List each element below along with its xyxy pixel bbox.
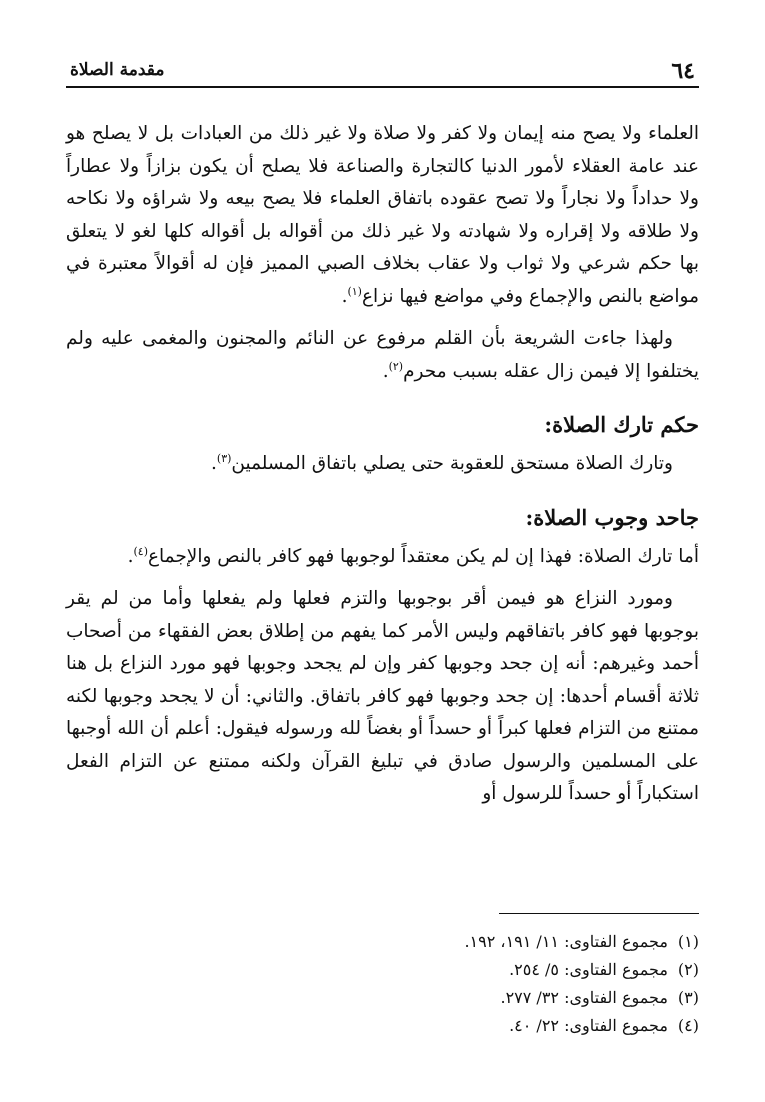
footnote-ref-4: (٤): [133, 544, 148, 558]
running-title: مقدمة الصلاة: [70, 60, 165, 80]
footnote-divider: [499, 913, 699, 914]
footnote-item: (١) مجموع الفتاوى: ١١/ ١٩١، ١٩٢.: [464, 932, 699, 951]
footnotes-list: [66, 928, 699, 1040]
footnote-item: (٣) مجموع الفتاوى: ٣٢/ ٢٧٧.: [500, 988, 699, 1007]
paragraph-denier: أما تارك الصلاة: فهذا إن لم يكن معتقداً لوجوبها فهو كافر بالنص والإجماع$^{(٤)}$.: [127, 544, 699, 567]
footnote-item: (٤) مجموع الفتاوى: ٢٢/ ٤٠.: [509, 1016, 699, 1035]
paragraph-intellect: العلماء ولا يصح منه إيمان ولا كفر ولا صلاة ولا غير ذلك من العبادات بل لا يصلح هو عند عامة العقلاء لأمور الدنيا كالتجارة والصناعة فلا يصلح أن يكون بزازاً ولا عطاراً ولا حداداً ولا نجاراً ولا تصح عقوده باتفاق العلماء فلا يصح بيعه ولا شراؤه ولا نكاحه ولا طلاقه ولا إقراره ولا شهادته ولا غير ذلك من أقواله بل أقواله كلها لغو لا يتعلق بها حكم شرعي ولا ثواب ولا عقاب بخلاف الصبي المميز فإن له أقوالاً معتبرة في مواضع بالنص والإجماع وفي مواضع فيها نزاع$^{(١)}$.: [66, 123, 699, 307]
page-number: ٦٤: [671, 58, 695, 84]
footnote-ref-1: (١): [347, 284, 362, 298]
paragraph-pen-lifted: ولهذا جاءت الشريعة بأن القلم مرفوع عن النائم والمجنون والمغمى عليه ولم يختلفوا إلا فيمن زال عقله بسبب محرم$^{(٢)}$.: [66, 328, 699, 382]
section-heading-abandoner: حكم تارك الصلاة:: [544, 412, 699, 437]
page-header: [66, 56, 699, 88]
footnote-ref-2: (٢): [388, 359, 404, 373]
paragraph-abandoner: وتارك الصلاة مستحق للعقوبة حتى يصلي باتفاق المسلمين$^{(٣)}$.: [211, 451, 673, 474]
section-heading-denier: جاحد وجوب الصلاة:: [525, 504, 699, 530]
paragraph-dispute: ومورد النزاع هو فيمن أقر بوجوبها والتزم فعلها ولم يفعلها وأما من لم يقر بوجوبها فهو كافر باتفاقهم وليس الأمر كما يفهم من إطلاق بعض الفقهاء من أصحاب أحمد وغيرهم: أنه إن جحد وجوبها كفر وإن لم يجحد وجوبها فهو مورد النزاع بل هنا ثلاثة أقسام أحدها: إن جحد وجوبها فهو كافر باتفاق. والثاني: أن لا يجحد وجوبها لكنه ممتنع من التزام فعلها كبراً أو حسداً أو بغضاً لله ورسوله فيقول: أعلم أن الله أوجبها على المسلمين والرسول صادق في تبليغ القرآن ولكنه ممتنع عن التزام الفعل استكباراً أو حسداً للرسول أو: [66, 588, 699, 804]
page-body: [66, 118, 699, 821]
footnote-ref-3: (٣): [216, 451, 232, 465]
footnote-item: (٢) مجموع الفتاوى: ٥/ ٢٥٤.: [509, 960, 699, 979]
